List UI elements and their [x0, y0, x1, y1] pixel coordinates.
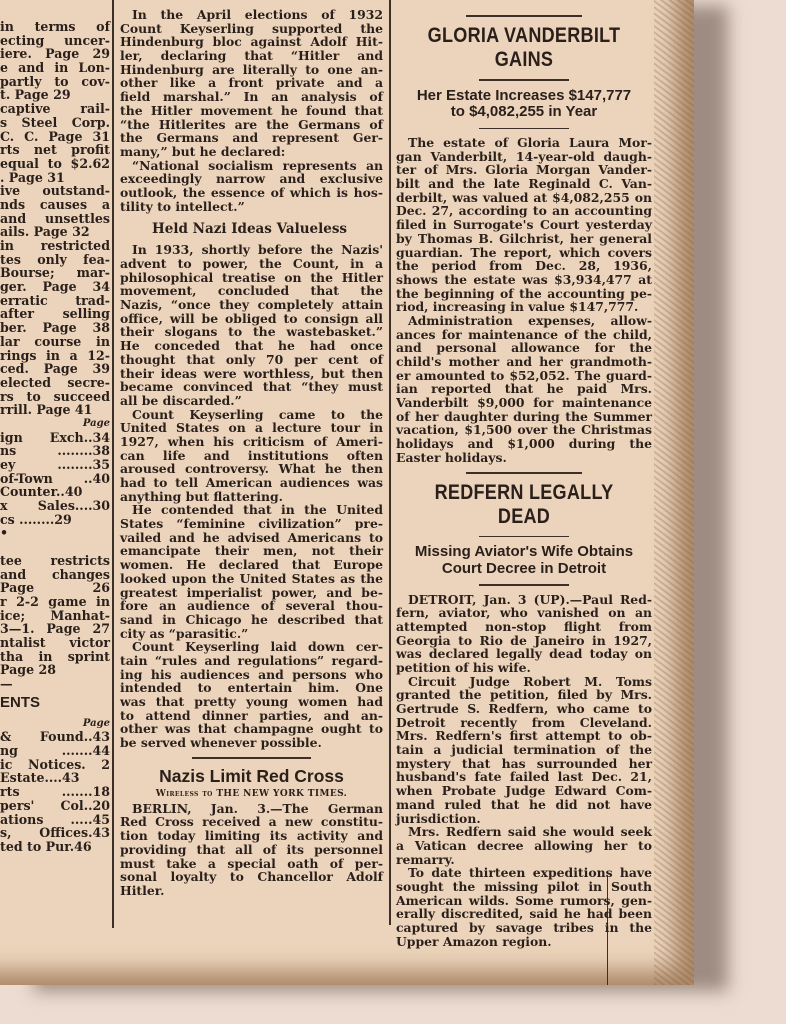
- text-line: t. Page 29: [0, 87, 71, 103]
- text-line: “National socialism represents an: [132, 157, 383, 173]
- text-line: rs to succeed: [0, 388, 110, 404]
- text-line: holidays and $1,000 during the: [396, 436, 652, 452]
- text-line: equal to $2.62: [0, 155, 110, 171]
- subheading: Held Nazi Ideas Valueless: [152, 221, 348, 238]
- paragraph: [396, 866, 652, 948]
- text-line: other was that champagne ought to: [120, 721, 383, 737]
- text-line: rrill. Page 41: [0, 402, 93, 418]
- page-column-label: Page: [82, 717, 110, 729]
- text-line: er amounted to $52,052. The guard-: [396, 367, 652, 383]
- text-line: Georgia to Rio de Janeiro in 1927,: [396, 632, 652, 648]
- text-line: ations .....45: [0, 811, 110, 827]
- text-line: husband's fate failed last Dec. 21,: [396, 769, 652, 785]
- keyserling-article-column: [120, 8, 383, 898]
- text-line: Hindenburg are literally to one an-: [120, 61, 383, 77]
- text-line: Nazis, “once they completely attain: [120, 297, 383, 313]
- paragraph: [0, 184, 110, 239]
- paragraph: [120, 802, 383, 898]
- text-line: office, will be obliged to consign all: [120, 310, 383, 326]
- text-line: and unsettles: [0, 210, 110, 226]
- text-line: fern, aviator, who vanished on an: [396, 605, 652, 621]
- text-line: petition of his wife.: [396, 659, 531, 675]
- text-line: Bourse; mar-: [0, 265, 110, 281]
- vanderbilt-redfern-column: [396, 8, 652, 948]
- text-line: Page 28: [0, 662, 57, 678]
- headline: Nazis Limit Red Cross: [159, 765, 344, 786]
- paragraph: [120, 503, 383, 640]
- headline: REDFERN LEGALLY DEAD: [434, 480, 614, 528]
- text-line: granted the petition, filed by Mrs.: [396, 687, 652, 703]
- text-line: child's mother and her grandmoth-: [396, 354, 652, 369]
- text-line: aroused controversy. What he then: [120, 461, 383, 477]
- text-line: erally discredited, said he had been: [396, 906, 652, 922]
- text-line: women. He declared that Europe: [120, 557, 383, 573]
- text-line: Mrs. Redfern said she would seek: [408, 824, 652, 840]
- text-line: pers' Col..20: [0, 797, 110, 813]
- text-line: erratic trad-: [0, 292, 110, 308]
- text-line: —: [0, 676, 13, 691]
- text-line: ey ........35: [0, 457, 110, 472]
- paragraph: [396, 314, 652, 465]
- text-line: American wilds. Some rumors, gen-: [396, 892, 652, 908]
- text-line: ive outstand-: [0, 183, 110, 199]
- text-line: To date thirteen expeditions have: [408, 865, 652, 881]
- horizontal-rule: [479, 79, 569, 81]
- text-line: tha in sprint: [0, 648, 110, 664]
- text-line: The estate of Gloria Laura Mor-: [408, 135, 652, 150]
- text-line: 3—1. Page 27: [0, 621, 110, 637]
- text-line: all be discarded.”: [120, 392, 242, 408]
- text-line: and personal allowance for the: [396, 340, 652, 356]
- text-line: Detroit recently from Cleveland.: [396, 714, 652, 730]
- text-line: philosophical treatise on the Hitler: [120, 269, 383, 285]
- text-line: Estate....43: [0, 770, 80, 786]
- text-line: the Germans and represent Ger-: [120, 130, 383, 146]
- paragraph: [0, 554, 110, 677]
- text-line: their slogans to the wastebasket.”: [120, 324, 383, 340]
- text-line: ced. Page 39: [0, 361, 110, 377]
- paragraph: [0, 102, 110, 184]
- text-line: Easter holidays.: [396, 449, 507, 465]
- text-line: sonal loyalty to Chancellor Adolf: [120, 869, 383, 885]
- text-line: ances for maintenance of the child,: [396, 326, 652, 342]
- text-line: many,” but he declared:: [120, 143, 286, 159]
- text-line: looked upon the United States as the: [120, 570, 383, 586]
- text-line: other like a front private and a: [120, 75, 383, 91]
- byline-credit: Wireless to THE NEW YORK TIMES.: [155, 788, 348, 799]
- text-line: Count Keyserling supported the: [120, 20, 383, 36]
- horizontal-rule: [192, 757, 310, 759]
- text-line: 1927, when his criticism of Ameri-: [120, 433, 383, 449]
- sub-headline: Missing Aviator's Wife Obtains: [414, 543, 634, 560]
- text-line: vacation, $1,500 over the Christmas: [396, 422, 652, 438]
- text-line: thought that only 70 per cent of: [120, 351, 383, 367]
- text-line: exceedingly narrow and exclusive: [120, 171, 383, 187]
- text-line: be served whenever possible.: [120, 735, 322, 751]
- paragraph: [396, 825, 652, 866]
- text-line: field marshal.” In an analysis of: [120, 89, 383, 105]
- text-line: derbilt, was valued at $4,082,255 on: [396, 189, 652, 205]
- text-line: ice; Manhat-: [0, 607, 110, 623]
- text-line: the beginning of the accounting pe-: [396, 285, 652, 301]
- text-line: riod, increasing in value $147,777.: [396, 299, 639, 315]
- text-line: ign Exch..34: [0, 429, 110, 445]
- text-line: outlook, the essence of which is hos-: [120, 184, 383, 200]
- text-line: C. C. Page 31: [0, 128, 110, 144]
- text-line: e and in Lon-: [0, 60, 110, 76]
- text-line: s Steel Corp.: [0, 114, 110, 130]
- text-line: cs ........29: [0, 511, 72, 527]
- text-line: United States on a lecture tour in: [120, 420, 383, 436]
- paragraph: [120, 243, 383, 407]
- text-line: shows the estate was $3,934,477 at: [396, 271, 652, 287]
- text-line: ted to Pur.46: [0, 838, 92, 854]
- text-line: ing his audiences and persons who: [120, 666, 383, 682]
- text-line: intended to entertain him. One: [120, 680, 383, 696]
- text-line: rts net profit: [0, 142, 110, 158]
- text-line: nds causes a: [0, 196, 110, 212]
- headline: GLORIA VANDERBILT GAINS: [427, 24, 621, 71]
- paragraph: [120, 640, 383, 750]
- text-line: attempted non-stop flight from: [396, 618, 652, 634]
- text-line: Count Keyserling laid down cer-: [132, 639, 383, 655]
- paragraph: [0, 526, 110, 540]
- text-line: their ideas were worthless, but then: [120, 365, 383, 381]
- horizontal-rule: [466, 472, 581, 474]
- text-line: Dec. 27, according to an accounting: [396, 203, 652, 219]
- text-line: a Vatican decree allowing her to: [396, 837, 652, 853]
- sub-headline: to $4,082,255 in Year: [450, 103, 598, 120]
- text-line: He contended that in the United: [132, 502, 383, 518]
- text-line: Page 26: [0, 580, 110, 596]
- text-line: ntalist victor: [0, 634, 110, 650]
- text-line: emancipate their men, not their: [120, 543, 383, 559]
- text-line: ian reported that he paid Mrs.: [396, 381, 652, 397]
- text-line: guardian. The report, which covers: [396, 244, 652, 260]
- text-line: providing that all of its personnel: [120, 841, 383, 857]
- text-line: mand ruled that he did not have: [396, 796, 652, 812]
- text-line: r 2-2 game in: [0, 593, 110, 609]
- paragraph: [0, 239, 110, 417]
- text-line: anything but flattering.: [120, 488, 283, 504]
- text-line: Circuit Judge Robert M. Toms: [408, 673, 652, 689]
- paragraph: [0, 20, 110, 102]
- text-line: partly to cov-: [0, 73, 110, 89]
- text-line: jurisdiction.: [396, 810, 481, 826]
- text-line: Upper Amazon region.: [396, 933, 552, 949]
- text-line: He conceded that he had once: [120, 338, 383, 354]
- text-line: In the April elections of 1932: [132, 7, 383, 22]
- text-line: Hitler.: [120, 882, 165, 898]
- text-line: of her daughter during the Summer: [396, 408, 652, 424]
- text-line: when Probate Judge Edward Com-: [396, 783, 652, 799]
- text-line: can life and institutions often: [120, 447, 383, 463]
- left-column-news-summary: [0, 20, 110, 854]
- text-line: ger. Page 34: [0, 279, 110, 295]
- text-line: fore an audience of several thou-: [120, 598, 383, 614]
- text-line: . Page 31: [0, 169, 65, 185]
- text-line: elected secre-: [0, 374, 110, 390]
- sub-headline: Court Decree in Detroit: [441, 559, 607, 577]
- text-line: bilt and the late Reginald C. Van-: [396, 176, 652, 192]
- text-line: ic Notices. 2: [0, 756, 110, 772]
- text-line: ber. Page 38: [0, 320, 110, 336]
- text-line: had to tell American audiences was: [120, 475, 383, 490]
- paragraph: [0, 730, 110, 853]
- text-line: movement, concluded that the: [120, 283, 383, 299]
- text-line: ter of Mrs. Gloria Morgan Vander-: [396, 162, 652, 178]
- text-line: ns ........38: [0, 443, 110, 459]
- text-line: States “feminine civilization” pre-: [120, 516, 383, 532]
- text-line: by Thomas B. Gilchrist, her general: [396, 230, 652, 246]
- horizontal-rule: [479, 128, 569, 130]
- text-line: Gertrude S. Redfern, who came to: [396, 701, 652, 716]
- paragraph: [396, 593, 652, 675]
- text-line: Administration expenses, allow-: [408, 312, 652, 328]
- text-line: captured by savage tribes in the: [396, 920, 652, 935]
- paragraph: [120, 159, 383, 214]
- text-line: ng .......44: [0, 743, 110, 759]
- text-line: remarry.: [396, 851, 455, 867]
- paragraph: [0, 677, 110, 691]
- text-line: ecting uncer-: [0, 32, 110, 48]
- horizontal-rule: [479, 584, 569, 586]
- text-line: city as “parasitic.”: [120, 625, 249, 641]
- text-line: In 1933, shortly before the Nazis': [132, 242, 383, 258]
- text-line: the period from Dec. 28, 1936,: [396, 258, 652, 274]
- text-line: the Hitler movement he found that: [120, 102, 383, 118]
- column-divider: [389, 0, 391, 925]
- text-line: BERLIN, Jan. 3.—The German: [132, 800, 383, 816]
- paragraph: [396, 675, 652, 826]
- text-line: s, Offices.43: [0, 825, 110, 841]
- text-line: in terms of: [0, 19, 110, 34]
- text-line: was that pretty young women had: [120, 694, 383, 709]
- text-line: must take a special oath of per-: [120, 855, 383, 871]
- text-line: “the Hitlerites are the Germans of: [120, 116, 383, 132]
- text-line: and changes: [0, 566, 110, 582]
- text-line: sand in Chicago he described that: [120, 611, 383, 627]
- text-line: iere. Page 29: [0, 46, 110, 62]
- text-line: Mrs. Redfern's first attempt to ob-: [396, 728, 652, 744]
- text-line: to attend dinner parties, and an-: [120, 707, 383, 723]
- text-line: of-Town ..40: [0, 470, 110, 486]
- text-line: tion today limiting its activity and: [120, 828, 383, 844]
- text-line: ler, declaring that “Hitler and: [120, 48, 383, 64]
- text-line: after selling: [0, 306, 110, 322]
- text-line: filed in Surrogate's Court yesterday: [396, 217, 652, 233]
- text-line: lar course in: [0, 333, 110, 349]
- text-line: Count Keyserling came to the: [132, 406, 383, 422]
- paragraph: [0, 431, 110, 527]
- text-line: Red Cross received a new constitu-: [120, 814, 383, 830]
- spacer: [0, 540, 110, 554]
- paragraph: [120, 408, 383, 504]
- text-line: rts .......18: [0, 784, 110, 800]
- text-line: became convinced that “they must: [120, 379, 383, 395]
- text-line: Vanderbilt $9,000 for maintenance: [396, 395, 652, 411]
- text-line: tain “rules and regulations” regard-: [120, 652, 383, 668]
- text-line: tain a judicial termination of the: [396, 742, 652, 758]
- text-line: Hindenburg bloc against Adolf Hit-: [120, 34, 383, 50]
- text-line: advent to power, the Count, in a: [120, 256, 383, 271]
- text-line: tility to intellect.”: [120, 198, 245, 214]
- text-line: captive rail-: [0, 101, 110, 117]
- text-line: tee restricts: [0, 552, 110, 568]
- text-line: x Sales....30: [0, 498, 110, 514]
- text-line: in restricted: [0, 238, 110, 253]
- column-divider: [112, 0, 114, 928]
- sub-headline: Her Estate Increases $147,777: [416, 86, 632, 104]
- paragraph: [120, 8, 383, 159]
- text-line: mystery that has surrounded her: [396, 755, 652, 771]
- text-line: gan Vanderbilt, 14-year-old daugh-: [396, 148, 652, 164]
- horizontal-rule: [466, 15, 581, 17]
- text-line: greatest imperialist power, and be-: [120, 584, 383, 600]
- text-line: sought the missing pilot in South: [396, 878, 652, 894]
- text-line: & Found..43: [0, 729, 110, 745]
- text-line: Counter..40: [0, 484, 83, 500]
- section-heading: ENTS: [0, 693, 41, 711]
- text-line: DETROIT, Jan. 3 (UP).—Paul Red-: [408, 591, 652, 607]
- text-line: was declared legally dead today on: [396, 646, 652, 662]
- horizontal-rule: [479, 536, 569, 538]
- paragraph: [396, 136, 652, 314]
- page-column-label: Page: [82, 417, 110, 429]
- text-line: tes only fea-: [0, 251, 110, 267]
- text-line: •: [0, 525, 9, 541]
- text-line: rings in a 12-: [0, 347, 110, 363]
- text-line: ails. Page 32: [0, 224, 90, 240]
- text-line: vailed and he advised Americans to: [120, 529, 383, 545]
